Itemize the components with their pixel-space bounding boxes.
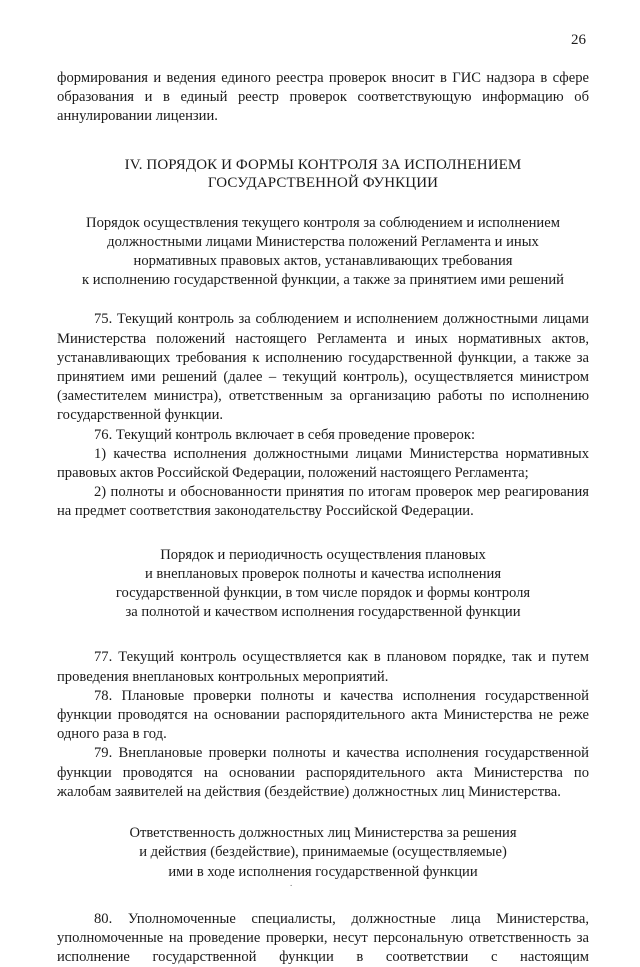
section-heading-line: Порядок осуществления текущего контроля за соблюдением и исполнением <box>86 214 560 231</box>
paragraph-76: 76. Текущий контроль включает в себя проведение проверок: <box>94 426 476 443</box>
chapter-heading-line-2: ГОСУДАРСТВЕННОЙ ФУНКЦИИ <box>207 175 439 192</box>
chapter-heading <box>57 156 589 193</box>
page-number: 26 <box>571 32 586 48</box>
section-heading-line: и действия (бездействие), принимаемые (осуществляемые) <box>139 844 507 861</box>
paragraph-75: 75. Текущий контроль за соблюдением и исполнением должностными лицами Министерства положений настоящего Регламента и иных нормативных актов, устанавливающих требования к исполнению государственной функции, а также за принятием ими решений (далее – текущий контроль), осуществляется министром (заместителем министра), ответственным за организацию работы по исполнению государственной функции. <box>57 311 589 424</box>
section-heading-line: к исполнению государственной функции, а также за принятием ими решений <box>82 272 564 289</box>
chapter-heading-line-1: IV. ПОРЯДОК И ФОРМЫ КОНТРОЛЯ ЗА ИСПОЛНЕНИЕМ <box>124 156 522 173</box>
section-heading-line: ими в ходе исполнения государственной функции <box>168 863 478 880</box>
footer-mark: . <box>290 878 293 888</box>
section-heading-line: нормативных правовых актов, устанавливающих требования <box>133 253 513 270</box>
section-heading-line: государственной функции, в том числе порядок и формы контроля <box>115 585 531 602</box>
section-heading-line: за полнотой и качеством исполнения государственной функции <box>125 604 521 621</box>
section-heading-inspections <box>57 546 589 623</box>
intro-paragraph: формирования и ведения единого реестра проверок вносит в ГИС надзора в сфере образования и в единый реестр проверок соответствующую информацию об аннулировании лицензии. <box>57 70 589 125</box>
document-body <box>57 69 589 967</box>
section-heading-line: должностными лицами Министерства положений Регламента и иных <box>107 233 539 250</box>
paragraph-76-item-2: 2) полноты и обоснованности принятия по итогам проверок мер реагирования на предмет соответствия законодательству Российской Федерации. <box>57 484 589 520</box>
paragraph-76-item-1: 1) качества исполнения должностными лицами Министерства нормативных правовых актов Российской Федерации, положений настоящего Регламента; <box>57 445 589 482</box>
section-heading-line: Ответственность должностных лиц Министерства за решения <box>129 825 517 842</box>
section-heading-responsibility <box>57 824 589 882</box>
paragraph-79: 79. Внеплановые проверки полноты и качества исполнения государственной функции проводятся на основании распорядительного акта Министерства по жалобам заявителей на действия (бездействие) должностных лиц Министерства. <box>57 745 589 800</box>
paragraph-80: 80. Уполномоченные специалисты, должностные лица Министерства, уполномоченные на проведение проверки, несут персональную ответственность за исполнение государственной функции в соответствии с настоящим <box>57 910 589 966</box>
section-heading-current-control <box>57 214 589 291</box>
section-heading-line: Порядок и периодичность осуществления плановых <box>160 546 486 563</box>
paragraph-78: 78. Плановые проверки полноты и качества исполнения государственной функции проводятся на основании распорядительного акта Министерства не реже одного раза в год. <box>57 687 589 743</box>
paragraph-77: 77. Текущий контроль осуществляется как в плановом порядке, так и путем проведения внеплановых контрольных мероприятий. <box>57 649 589 685</box>
section-heading-line: и внеплановых проверок полноты и качества исполнения <box>144 565 502 582</box>
